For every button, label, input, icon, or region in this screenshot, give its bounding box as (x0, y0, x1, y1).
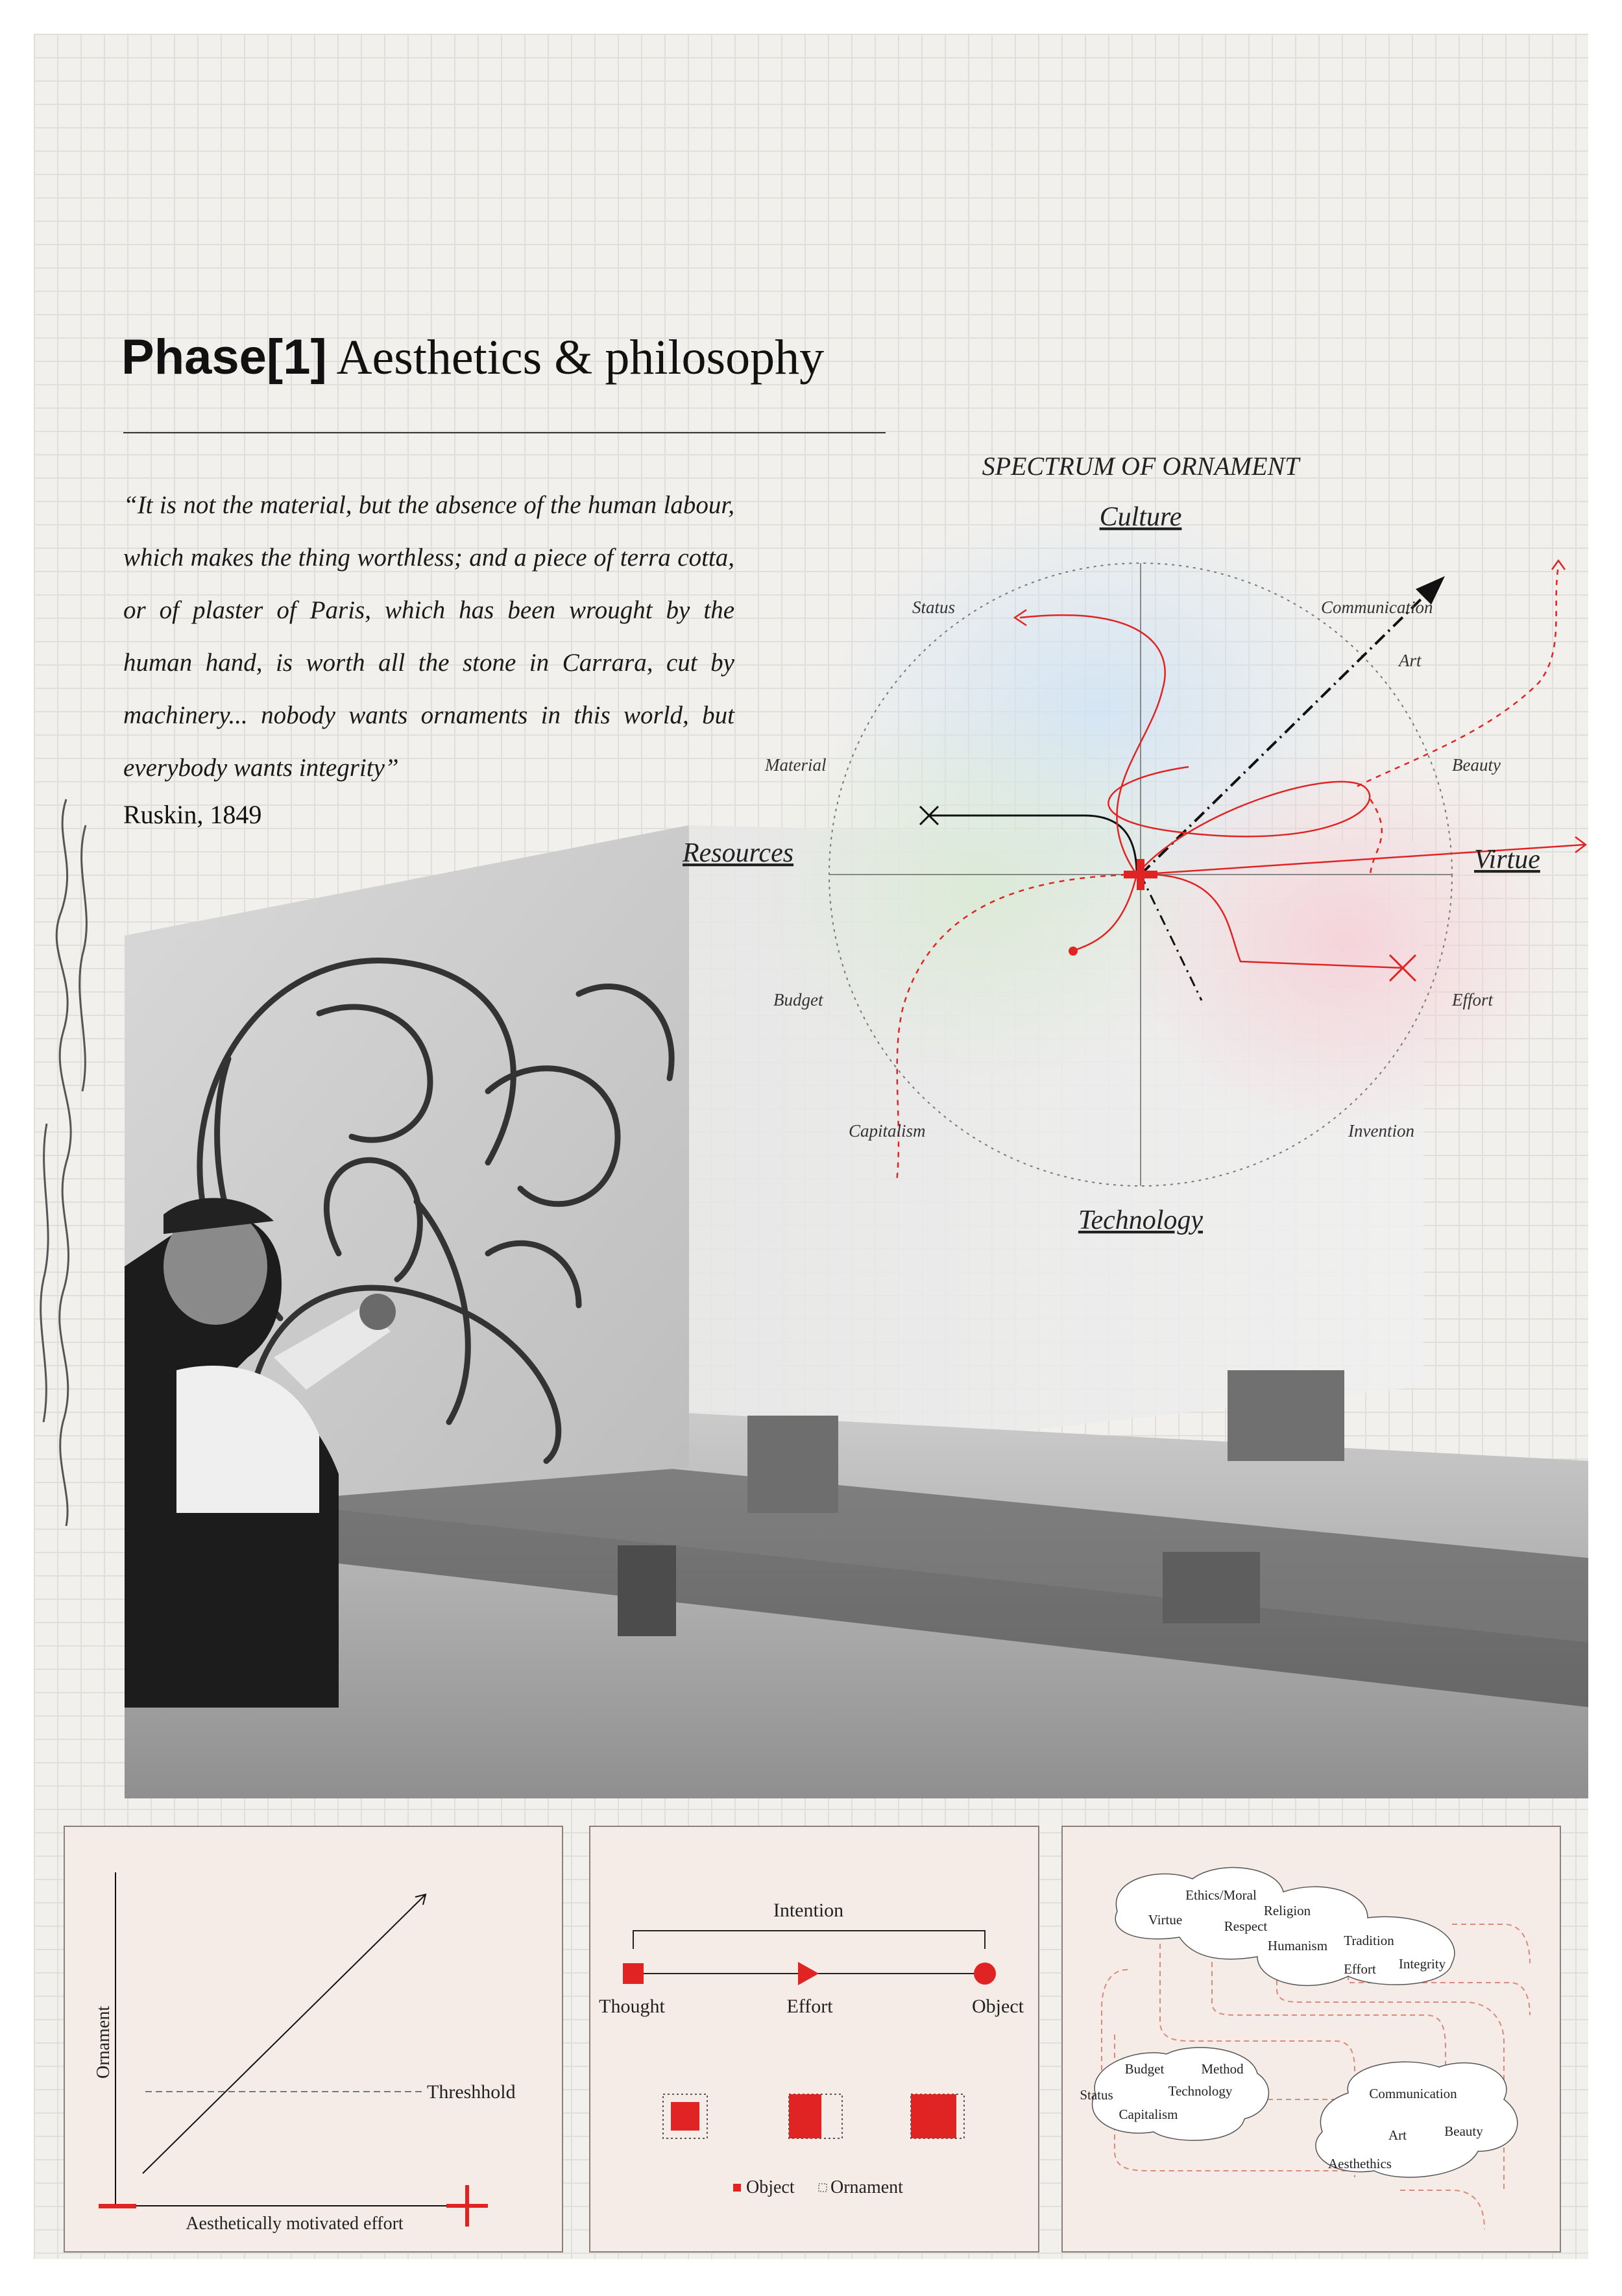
label-beauty: Beauty (1452, 755, 1501, 775)
concept-integrity: Integrity (1398, 1956, 1446, 1972)
label-budget: Budget (773, 990, 823, 1009)
ornament-effort-chart (65, 1827, 562, 2251)
origin-marker-v (1137, 859, 1144, 890)
intention-title: Intention (773, 1900, 844, 1921)
label-art: Art (1399, 651, 1422, 670)
ornament-axis-label: Ornament (93, 2006, 114, 2079)
concept-effort: Effort (1344, 1961, 1376, 1977)
plus-red-icon (446, 2185, 488, 2227)
title-phase: Phase[1] (121, 330, 327, 385)
step-object: Object (972, 1996, 1024, 2017)
spectrum-diagram (34, 34, 1588, 1299)
label-communication: Communication (1321, 598, 1433, 617)
object-block-2 (789, 2094, 821, 2138)
concept-communication: Communication (1369, 2086, 1457, 2101)
legend-ornament-swatch (819, 2184, 827, 2192)
concept-humanism: Humanism (1267, 1938, 1328, 1953)
concept-beauty: Beauty (1444, 2123, 1483, 2139)
axis-label-culture: Culture (1099, 502, 1182, 532)
concept-budget: Budget (1124, 2061, 1165, 2077)
ruskin-quote: “It is not the material, but the absence of the human labour, which makes the thing worthless; and a piece of terra cotta, or of plaster of Paris, which has been wrought by the human hand, is worth all the stone in Carrara, cut by machinery... nobody wants ornaments in this world, but everybody wants integrity” (123, 491, 734, 782)
step-effort: Effort (786, 1996, 833, 2017)
concept-map-panel (1061, 1826, 1561, 2253)
concept-map (1063, 1827, 1560, 2251)
legend-object: Object (746, 2177, 795, 2197)
legend-object-swatch (733, 2184, 741, 2192)
concept-aesthethics: Aesthethics (1328, 2156, 1392, 2171)
concept-respect: Respect (1224, 1918, 1268, 1934)
legend-ornament: Ornament (830, 2177, 903, 2197)
label-status: Status (912, 598, 956, 617)
virtue-wash (1124, 747, 1565, 1137)
concept-ethics: Ethics/Moral (1185, 1887, 1257, 1903)
object-block-1 (671, 2102, 699, 2131)
axis-label-virtue: Virtue (1474, 845, 1540, 875)
red-arrowhead-top (1552, 561, 1565, 570)
threshold-label: Threshhold (427, 2081, 516, 2103)
concept-art: Art (1388, 2127, 1407, 2143)
object-circle-icon (974, 1963, 996, 1985)
intention-panel (589, 1826, 1039, 2253)
origin-mark (99, 2204, 136, 2208)
thought-square-icon (623, 1963, 644, 1984)
step-thought: Thought (599, 1996, 665, 2017)
axis-label-resources: Resources (683, 838, 794, 868)
ornament-effort-panel (64, 1826, 563, 2253)
red-dot (1069, 947, 1078, 956)
concept-capitalism: Capitalism (1119, 2107, 1178, 2122)
spectrum-title: SPECTRUM OF ORNAMENT (982, 452, 1300, 481)
concept-technology: Technology (1168, 2083, 1233, 2099)
intention-bracket (633, 1931, 985, 1949)
label-material: Material (765, 755, 827, 775)
label-invention: Invention (1348, 1121, 1414, 1141)
effort-triangle-icon (798, 1962, 819, 1985)
effort-trend-line (143, 1894, 426, 2173)
concept-virtue: Virtue (1148, 1912, 1183, 1927)
label-effort: Effort (1452, 990, 1494, 1009)
concept-method: Method (1201, 2061, 1244, 2077)
concept-status: Status (1080, 2087, 1113, 2103)
object-block-3 (911, 2094, 956, 2138)
concept-religion: Religion (1263, 1903, 1311, 1918)
quote-citation: Ruskin, 1849 (123, 800, 262, 829)
title-subject: Aesthetics & philosophy (336, 330, 825, 385)
concept-tradition: Tradition (1344, 1933, 1394, 1948)
axis-label-technology: Technology (1078, 1205, 1204, 1235)
poster-sheet (34, 34, 1588, 2259)
intention-diagram (590, 1827, 1038, 2251)
effort-axis-label: Aesthetically motivated effort (186, 2214, 404, 2234)
label-capitalism: Capitalism (849, 1121, 926, 1141)
